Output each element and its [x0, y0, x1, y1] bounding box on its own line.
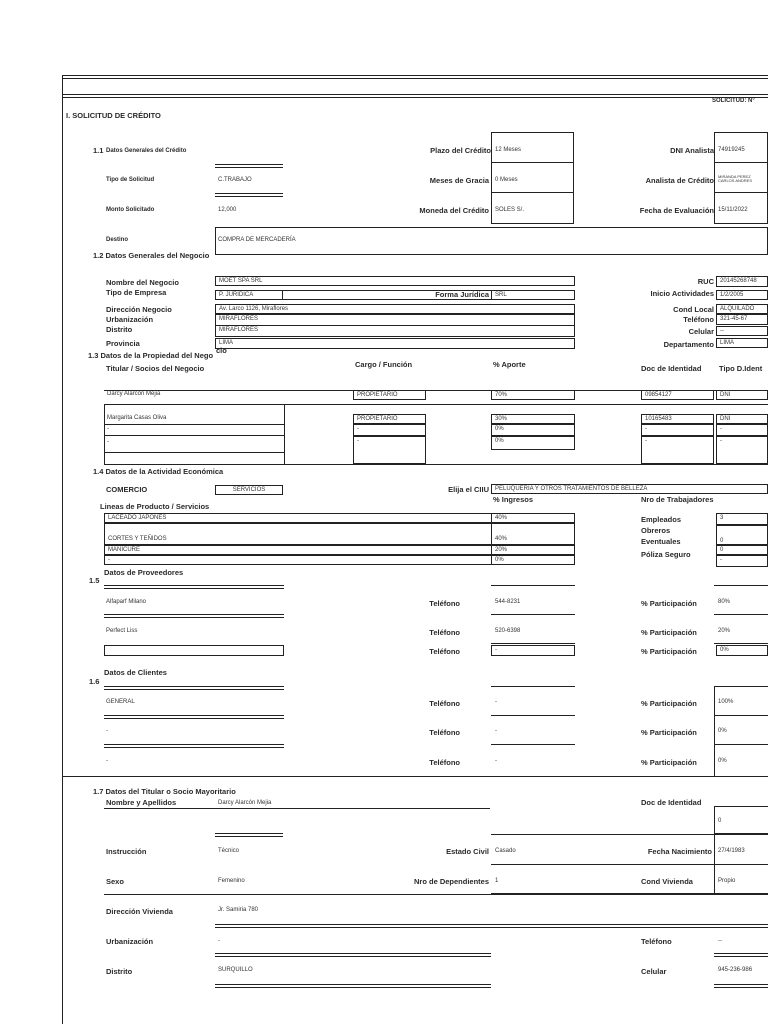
obreros-label: Obreros [641, 526, 671, 535]
subsector-value: SERVICIOS [215, 485, 283, 495]
gracia-value: 0 Meses [495, 177, 518, 183]
urb-rule [215, 953, 491, 957]
proveedor-nombre: Perfect Liss [106, 628, 138, 634]
cli-part-rule [714, 686, 768, 687]
dir-rule [215, 924, 768, 928]
forma-juridica-label: Forma Jurídica [435, 290, 489, 299]
sexo-label: Sexo [106, 877, 124, 886]
poliza-value: - [716, 555, 768, 567]
destino-label: Destino [106, 237, 129, 243]
proveedor-part-label: % Participación [641, 647, 697, 656]
cliente-nombre: - [106, 758, 108, 764]
prov-tel-rule [491, 585, 575, 586]
inicio-actividades-label: Inicio Actividades [650, 289, 714, 298]
prov-tel-rule [491, 643, 575, 644]
owner-aporte: 30% [491, 414, 575, 424]
solicitud-number-label: SOLICITUD: N° [712, 98, 755, 104]
linea-nombre: LACEADO JAPONÉS [104, 513, 575, 523]
poliza-label: Póliza Seguro [641, 550, 691, 559]
proveedor-nombre [104, 645, 284, 656]
monto-rule [215, 193, 283, 197]
urbanizacion-value: MIRAFLORES [215, 314, 575, 326]
monto-label: Monto Solicitado [106, 207, 155, 213]
empleados-label: Empleados [641, 515, 682, 524]
destino-box [215, 227, 768, 255]
owner-cargo: - [353, 424, 426, 436]
proveedor-tel: - [491, 645, 575, 656]
tel-rule [714, 953, 768, 957]
owner-doc: - [641, 424, 714, 436]
cliente-tel-label: Teléfono [429, 699, 460, 708]
dependientes-label: Nro de Dependientes [413, 877, 489, 886]
cli-rule [104, 715, 284, 719]
cliente-part: 100% [718, 699, 734, 705]
owner-tipo: - [716, 436, 768, 464]
gracia-label: Meses de Gracia [429, 176, 489, 185]
ciiu-value: PELUQUERIA Y OTROS TRATAMIENTOS DE BELLEZA [491, 484, 768, 494]
cliente-tel: - [495, 758, 497, 764]
cli-rule [104, 686, 284, 690]
cli-tel-rule [491, 715, 575, 716]
titular-info-mid [491, 864, 768, 865]
tipo-empresa-value: P. JURIDICA [215, 290, 283, 300]
dni-analista-label: DNI Analista [670, 146, 714, 155]
celular-negocio-label: Celular [688, 327, 714, 336]
urbanizacion-titular-value: - [218, 938, 220, 944]
prov-rule [104, 614, 284, 618]
analista-divider-1 [714, 162, 768, 163]
tipo-solicitud-value: C.TRABAJO [218, 177, 252, 183]
estado-civil-label: Estado Civil [446, 847, 489, 856]
telefono-titular-label: Teléfono [641, 937, 672, 946]
cli-part-rule [714, 744, 768, 745]
cond-local-value: ALQUILADO [716, 304, 768, 314]
direccion-negocio-value: Av. Larco 1126, Miraflores [215, 304, 575, 314]
owner-cargo: - [353, 436, 426, 464]
proveedor-tel-label: Teléfono [429, 599, 460, 608]
owner-cargo: PROPIETARIO [353, 414, 426, 424]
analista-label: Analista de Crédito [645, 176, 714, 185]
owner-doc: 10165483 [641, 414, 714, 424]
proveedor-part: 20% [718, 628, 731, 634]
owner-aporte: 70% [491, 390, 575, 400]
urbanizacion-titular-label: Urbanización [106, 937, 154, 946]
proveedor-tel-label: Teléfono [429, 647, 460, 656]
ruc-value: 20145268748 [716, 276, 768, 287]
urbanizacion-label: Urbanización [106, 315, 154, 324]
cliente-nombre: GENERAL [106, 699, 135, 705]
distrito-value: MIRAFLORES [215, 325, 575, 337]
linea-pct: 20% [491, 545, 575, 555]
empleados-value: 3 [716, 513, 768, 525]
s11-title: Datos Generales del Crédito [106, 148, 187, 154]
plazo-label: Plazo del Crédito [430, 146, 491, 155]
moneda-value: SOLES S/. [495, 207, 525, 213]
estado-civil-value: Casado [495, 848, 516, 854]
col-doc-header: Doc de Identidad [641, 364, 702, 373]
provincia-value: LIMA [215, 338, 575, 349]
distrito-titular-value: SURQUILLO [218, 967, 253, 973]
cli-part-rule [714, 715, 768, 716]
tipo-solicitud-label: Tipo de Solicitud [106, 177, 155, 183]
s15-number: 1.5 [89, 576, 100, 585]
forma-juridica-value: SRL [491, 290, 575, 300]
inicio-actividades-value: 1/2/2005 [716, 290, 768, 300]
telefono-negocio-value: 321-45-67 [716, 314, 768, 325]
cliente-part: 0% [718, 758, 727, 764]
direccion-negocio-label: Dirección Negocio [106, 305, 172, 314]
sexo-rule [104, 894, 768, 895]
owners-mid-rule [284, 404, 285, 464]
extra-value: 0 [716, 545, 768, 555]
plazo-divider-1 [491, 162, 574, 163]
analista-divider-2 [714, 192, 768, 193]
linea-pct: 40% [491, 513, 575, 523]
s13-title-tail: cio [216, 346, 227, 355]
doc-titular-box [714, 806, 768, 834]
fecha-nac-value: 27/4/1983 [718, 848, 745, 854]
col-aporte-header: % Aporte [493, 360, 526, 369]
departamento-label: Departamento [663, 340, 714, 349]
nombre-titular-value: Darcy Alarcón Mejia [218, 800, 272, 806]
linea-nombre: CORTES Y TEÑIDOS [104, 523, 575, 545]
left-border [62, 75, 63, 780]
prov-part-rule [714, 585, 768, 586]
proveedor-part: 0% [716, 645, 768, 656]
owner-tipo: - [716, 424, 768, 436]
section-title: I. SOLICITUD DE CRÉDITO [66, 111, 161, 120]
instruccion-label: Instrucción [106, 847, 147, 856]
ciiu-label: Elija el CIIU [448, 485, 489, 494]
departamento-value: LIMA [716, 338, 768, 348]
owner-tipo: DNI [716, 414, 768, 424]
sector-value: COMERCIO [106, 485, 148, 494]
fecha-eval-value: 15/11/2022 [718, 207, 748, 213]
dist-rule [215, 984, 491, 988]
trabajadores-label: Nro de Trabajadores [641, 495, 714, 504]
monto-value: 12,000 [218, 207, 237, 213]
owner-tipo: DNI [716, 390, 768, 400]
owner-nombre: Margarita Casas Oliva [107, 415, 167, 421]
owner-nombre: - [104, 424, 284, 436]
owner-cargo: PROPIETARIO [353, 390, 426, 400]
instruccion-value: Técnico [218, 848, 240, 854]
linea-pct: 0% [491, 555, 575, 565]
nombre-negocio-value: MOET SPA SRL [215, 276, 575, 286]
prov-part-rule [714, 643, 768, 644]
sexo-value: Femenino [218, 878, 245, 884]
owners-bottom-rule [104, 464, 768, 465]
destino-value: COMPRA DE MERCADERÍA [218, 237, 296, 243]
owners-left-rule [104, 404, 105, 464]
proveedor-part-label: % Participación [641, 599, 697, 608]
proveedor-part-label: % Participación [641, 628, 697, 637]
proveedor-part: 80% [718, 599, 731, 605]
s16-number: 1.6 [89, 677, 100, 686]
cliente-nombre: - [106, 728, 108, 734]
cli-part-vrule [714, 686, 715, 776]
proveedor-nombre: Alfaparf Milano [106, 599, 147, 605]
eventuales-label: Eventuales [641, 537, 681, 546]
col-cargo-header: Cargo / Función [355, 360, 413, 369]
col-tipo-header: Tipo D.Ident [719, 364, 763, 373]
dependientes-value: 1 [495, 878, 499, 884]
s14-title: 1.4 Datos de la Actividad Económica [93, 467, 224, 476]
header-rule [62, 94, 768, 98]
plazo-value: 12 Meses [495, 147, 522, 153]
eventuales-value: 0 [716, 525, 768, 545]
plazo-divider-2 [491, 192, 574, 193]
lineas-label: Lineas de Producto / Servicios [100, 502, 210, 511]
moneda-label: Moneda del Crédito [419, 206, 489, 215]
owner-doc: 09854127 [641, 390, 714, 400]
s15-title: Datos de Proveedores [104, 568, 184, 577]
owner-aporte: 0% [491, 424, 575, 436]
cliente-tel: - [495, 699, 497, 705]
s16-title: Datos de Clientes [104, 668, 167, 677]
cli-bottom-rule [62, 776, 768, 777]
s17-title: 1.7 Datos del Titular o Socio Mayoritario [93, 787, 236, 796]
s13-title: 1.3 Datos de la Propiedad del Nego [88, 351, 214, 360]
owner-doc: - [641, 436, 714, 464]
proveedor-tel: 520-6398 [495, 628, 521, 634]
celular-titular-label: Celular [641, 967, 667, 976]
top-border [62, 75, 768, 79]
telefono-titular-value: -- [718, 938, 722, 944]
owner-row-rule [104, 452, 284, 453]
owner-nombre: - [107, 439, 109, 445]
nombre-titular-label: Nombre y Apellidos [106, 798, 177, 807]
cliente-part: 0% [718, 728, 727, 734]
ingresos-label: % Ingresos [493, 495, 534, 504]
distrito-label: Distrito [106, 325, 133, 334]
cond-vivienda-label: Cond Vivienda [641, 877, 693, 886]
cliente-tel-label: Teléfono [429, 728, 460, 737]
nombre-negocio-label: Nombre del Negocio [106, 278, 179, 287]
linea-pct: 40% [491, 523, 575, 545]
left-border-lower [62, 780, 63, 1024]
linea-nombre: MANICURE [104, 545, 575, 555]
direccion-vivienda-label: Dirección Vivienda [106, 907, 173, 916]
proveedor-tel-label: Teléfono [429, 628, 460, 637]
linea-nombre: - [104, 555, 575, 565]
cliente-part-label: % Participación [641, 728, 697, 737]
cliente-tel: - [495, 728, 497, 734]
prov-part-rule [714, 614, 768, 615]
fecha-eval-label: Fecha de Evaluación [639, 206, 714, 215]
celular-negocio-value: -- [716, 326, 768, 336]
doc-titular-label: Doc de Identidad [641, 798, 702, 807]
proveedor-tel: 544-8231 [495, 599, 521, 605]
tipo-empresa-label: Tipo de Empresa [106, 288, 167, 297]
ruc-label: RUC [697, 277, 714, 286]
owner-row-rule [104, 404, 768, 405]
celular-titular-value: 945-236-986 [718, 967, 753, 973]
tipo-solicitud-rule [215, 164, 283, 168]
dni-analista-value: 74919245 [718, 147, 745, 153]
distrito-titular-label: Distrito [106, 967, 133, 976]
fecha-nac-label: Fecha Nacimiento [647, 847, 712, 856]
cond-vivienda-value: Propio [718, 878, 736, 884]
s12-title: 1.2 Datos Generales del Negocio [93, 251, 210, 260]
s11-number: 1.1 [93, 146, 104, 155]
titular-name-rule [104, 808, 490, 809]
telefono-negocio-label: Teléfono [683, 315, 714, 324]
cli-tel-rule [491, 686, 575, 687]
analista-value: MIRANDA PEREZ CARLOS ANDRES [718, 174, 753, 183]
cliente-part-label: % Participación [641, 758, 697, 767]
cond-local-label: Cond Local [673, 305, 714, 314]
direccion-vivienda-value: Jr. Samiria 780 [218, 907, 259, 913]
cliente-part-label: % Participación [641, 699, 697, 708]
prov-tel-rule [491, 614, 575, 615]
cliente-tel-label: Teléfono [429, 758, 460, 767]
provincia-label: Provincia [106, 339, 140, 348]
col-titular-header: Titular / Socios del Negocio [106, 364, 205, 373]
owner-aporte: 0% [491, 436, 575, 450]
cel-rule [714, 984, 768, 988]
prov-rule [104, 585, 284, 589]
cli-rule [104, 744, 284, 748]
titular-rule [215, 833, 283, 837]
doc-titular-value: 0 [718, 818, 722, 824]
cli-tel-rule [491, 744, 575, 745]
owner-nombre: Darcy Alarcón Mejia [107, 391, 161, 397]
